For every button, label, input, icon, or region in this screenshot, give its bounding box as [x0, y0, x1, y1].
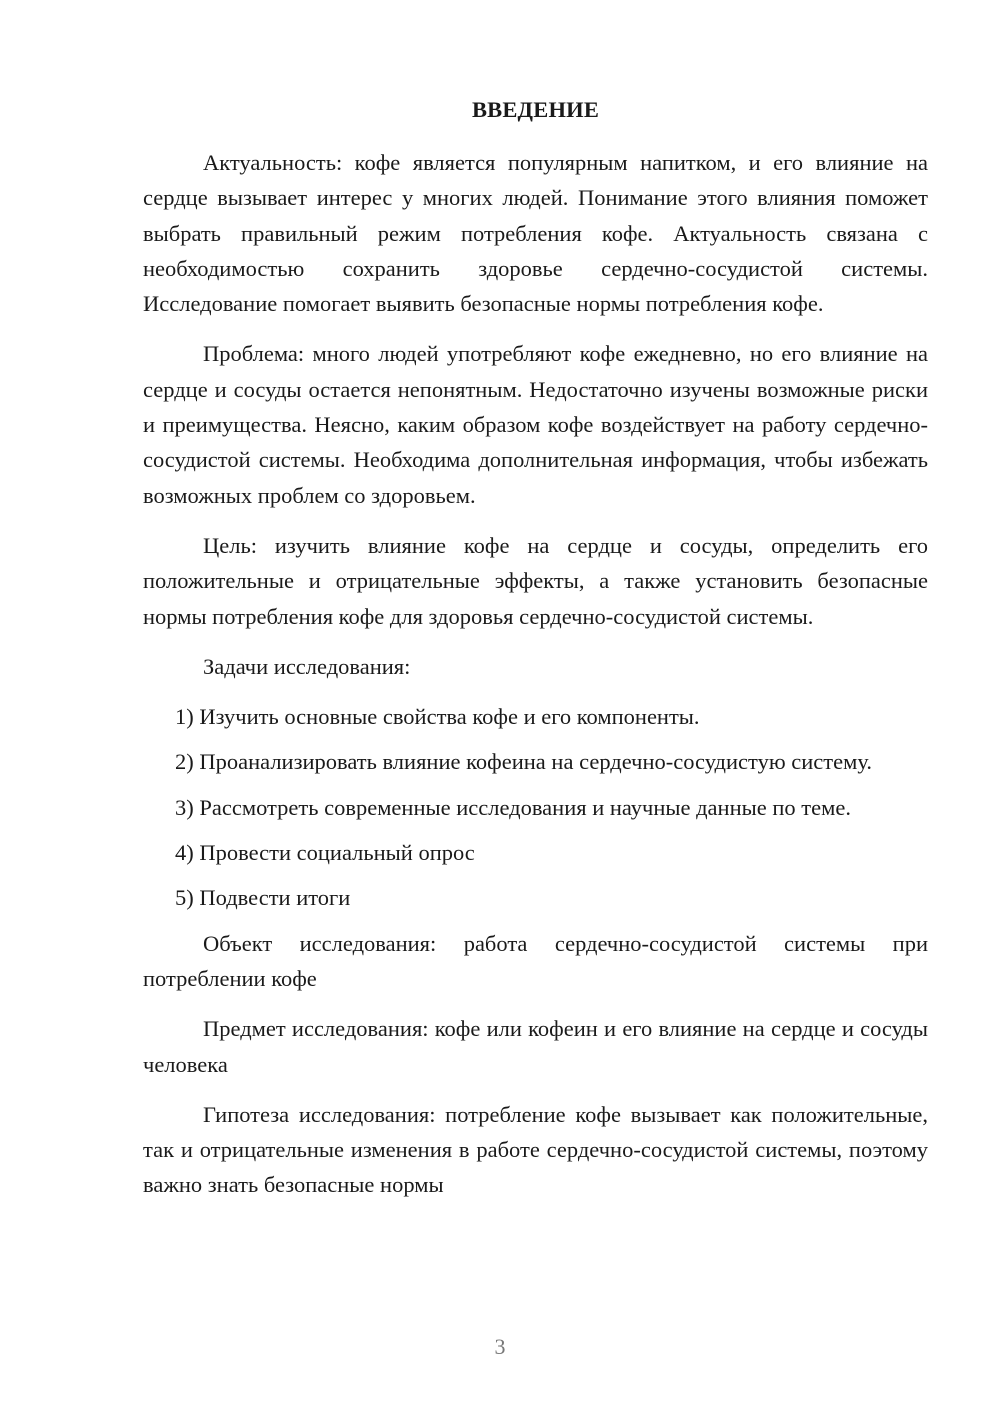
- page-number: 3: [494, 1334, 506, 1359]
- paragraph-problem: Проблема: много людей употребляют кофе ежедневно, но его влияние на сердце и сосуды остается непонятным. Недостаточно изучены возможные риски и преимущества. Неясно, каким образом кофе воздействует на работу сердечно-сосудистой системы. Необходима дополнительная информация, чтобы избежать возможных проблем со здоровьем.: [143, 341, 928, 508]
- section-title: ВВЕДЕНИЕ: [471, 97, 600, 122]
- task-item-2: 2) Проанализировать влияние кофеина на сердечно-сосудистую систему.: [175, 749, 872, 775]
- paragraph-object: Объект исследования: работа сердечно-сосудистой системы при потреблении кофе: [143, 930, 928, 991]
- paragraph-goal: Цель: изучить влияние кофе на сердце и сосуды, определить его положительные и отрицательные эффекты, а также установить безопасные нормы потребления кофе для здоровья сердечно-сосудистой системы.: [143, 532, 928, 629]
- paragraph-hypothesis: Гипотеза исследования: потребление кофе вызывает как положительные, так и отрицательные изменения в работе сердечно-сосудистой системы, поэтому важно знать безопасные нормы: [143, 1101, 928, 1198]
- task-item-5: 5) Подвести итоги: [175, 885, 351, 911]
- task-item-1: 1) Изучить основные свойства кофе и его компоненты.: [175, 704, 700, 730]
- task-item-4: 4) Провести социальный опрос: [175, 840, 475, 866]
- paragraph-relevance: Актуальность: кофе является популярным напитком, и его влияние на сердце вызывает интерес у многих людей. Понимание этого влияния поможет выбрать правильный режим потребления кофе. Актуальность связана с необходимостью сохранить здоровье сердечно-сосудистой системы. Исследование помогает выявить безопасные нормы потребления кофе.: [143, 150, 928, 317]
- task-item-3: 3) Рассмотреть современные исследования и научные данные по теме.: [175, 794, 851, 820]
- tasks-heading: Задачи исследования:: [203, 653, 411, 679]
- page-content: [143, 92, 928, 1203]
- paragraph-subject: Предмет исследования: кофе или кофеин и его влияние на сердце и сосуды человека: [143, 1016, 928, 1077]
